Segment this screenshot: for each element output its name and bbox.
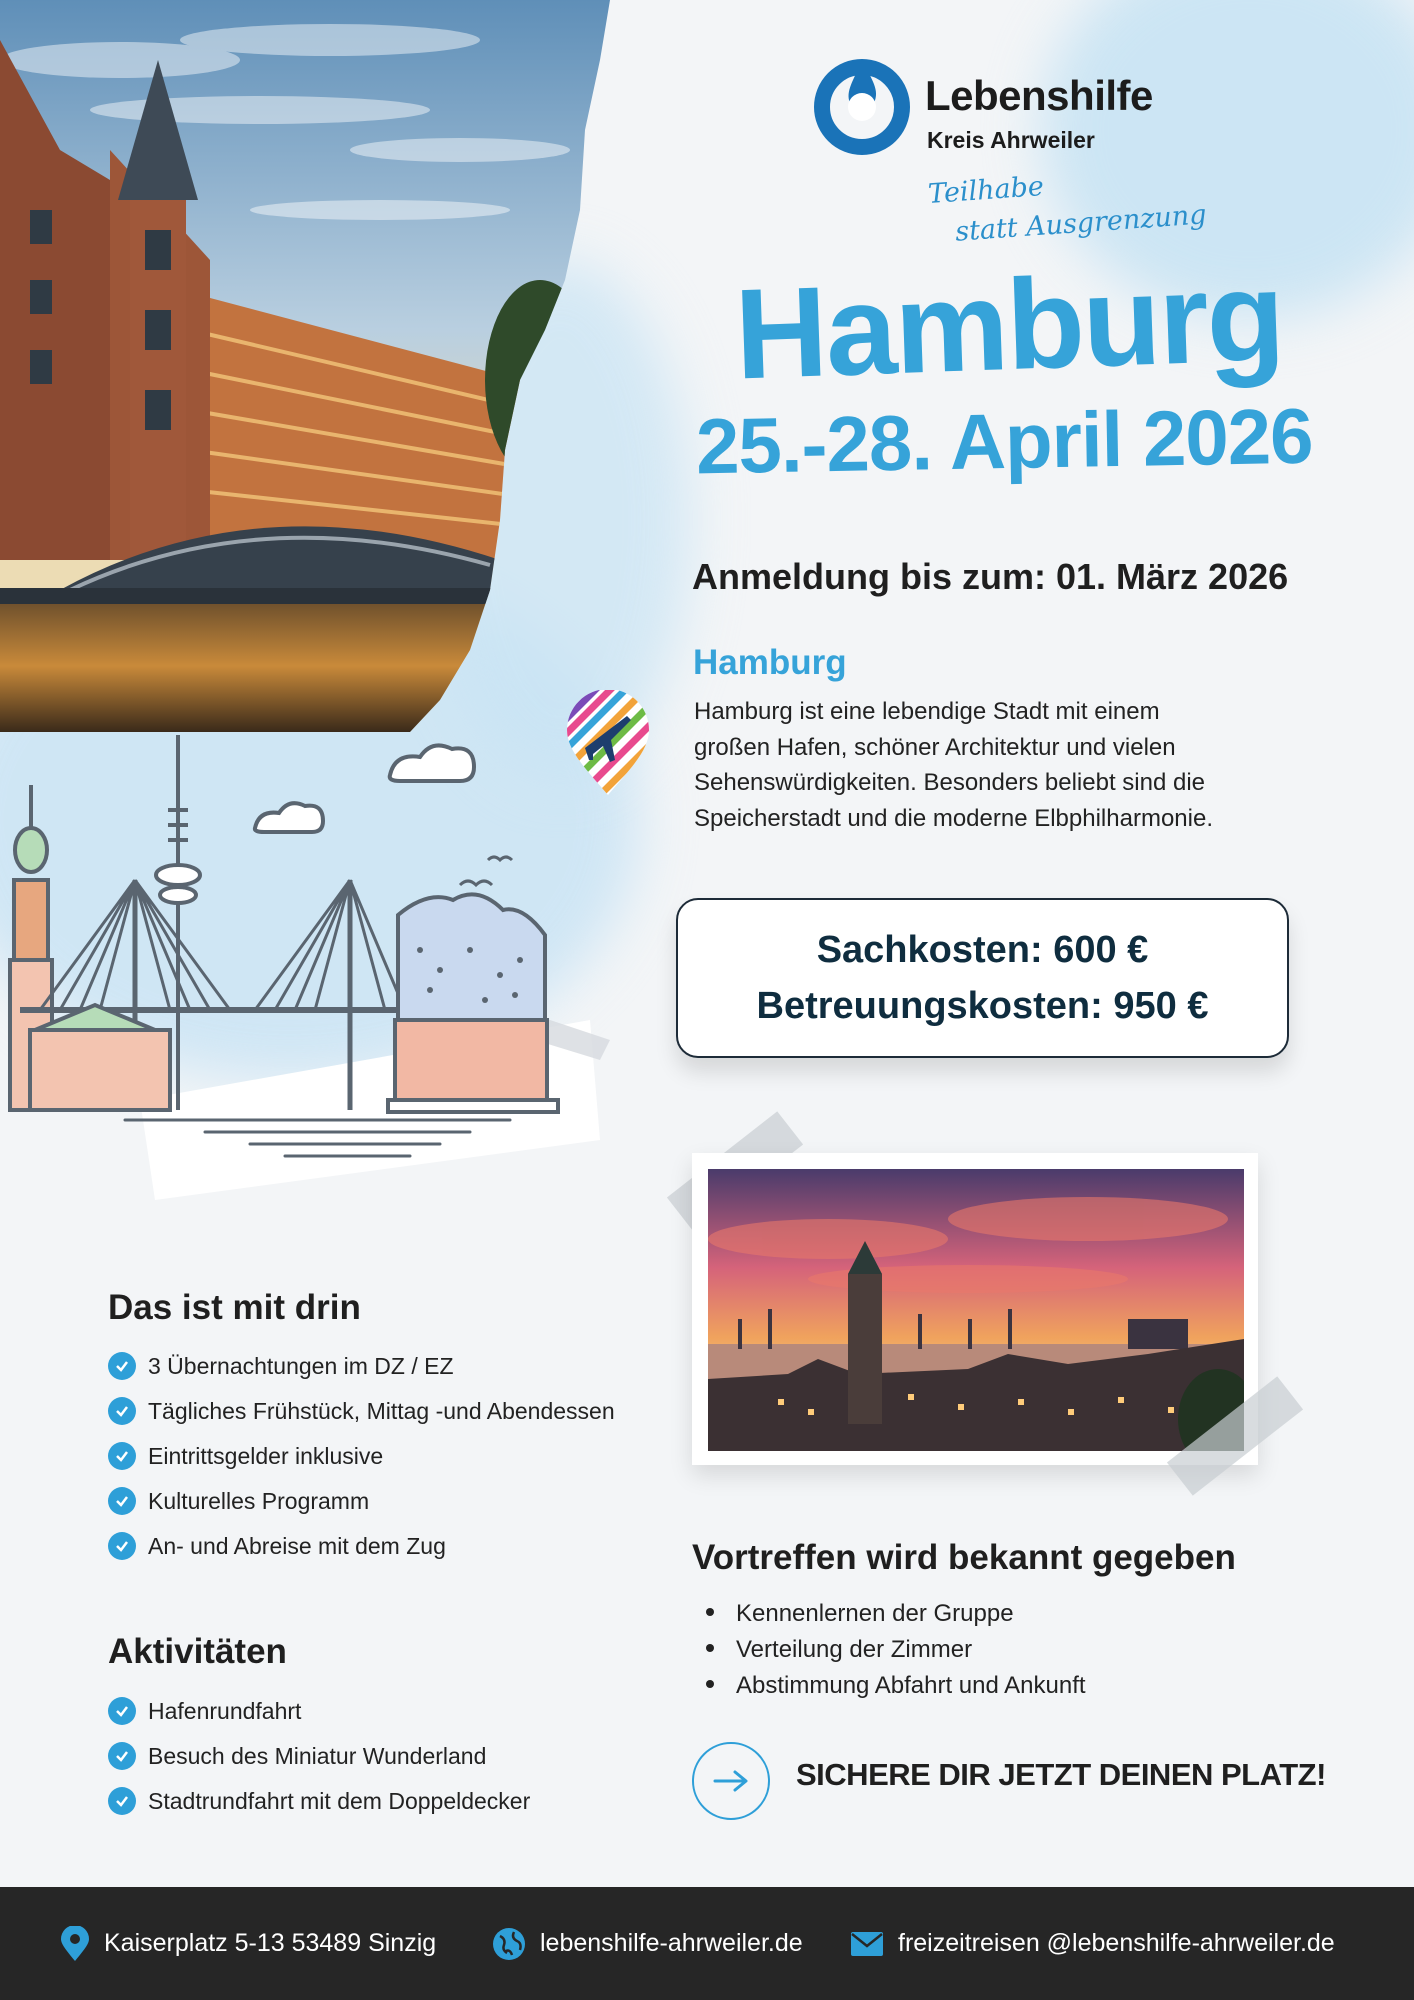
included-item-label: 3 Übernachtungen im DZ / EZ	[148, 1352, 454, 1379]
check-icon	[108, 1532, 136, 1560]
slogan-line-2: statt Ausgrenzung	[954, 199, 1208, 248]
arrow-right-icon	[711, 1769, 751, 1793]
list-item	[706, 1636, 972, 1664]
bullet-icon	[706, 1608, 714, 1616]
included-title: Das ist mit drin	[108, 1288, 361, 1327]
address-text: Kaiserplatz 5-13 53489 Sinzig	[104, 1929, 437, 1957]
list-item	[108, 1787, 530, 1815]
list-item	[108, 1532, 446, 1560]
list-item	[108, 1397, 615, 1425]
bullet-icon	[706, 1680, 714, 1688]
included-item-label: An- und Abreise mit dem Zug	[148, 1532, 446, 1559]
pre-meeting-item-label: Abstimmung Abfahrt und Ankunft	[736, 1672, 1086, 1699]
cost-box	[676, 898, 1289, 1058]
globe-icon	[492, 1927, 526, 1961]
check-icon	[108, 1742, 136, 1770]
intro-line: Sehenswürdigkeiten. Besonders beliebt sind die	[694, 769, 1205, 796]
check-icon	[108, 1397, 136, 1425]
list-item	[108, 1487, 369, 1515]
included-item-label: Eintrittsgelder inklusive	[148, 1442, 384, 1469]
activity-item-label: Besuch des Miniatur Wunderland	[148, 1742, 487, 1769]
included-list	[108, 1352, 688, 1572]
check-icon	[108, 1442, 136, 1470]
bullet-icon	[706, 1644, 714, 1652]
list-item	[108, 1697, 301, 1725]
footer-email[interactable]	[850, 1887, 1335, 2000]
registration-deadline: Anmeldung bis zum: 01. März 2026	[692, 556, 1289, 597]
pre-meeting-title: Vortreffen wird bekannt gegeben	[692, 1538, 1236, 1577]
list-item	[108, 1742, 486, 1770]
pre-meeting-list	[706, 1600, 1266, 1710]
intro-line: Hamburg ist eine lebendige Stadt mit einem	[694, 698, 1160, 725]
brand-region: Kreis Ahrweiler	[927, 127, 1095, 153]
intro-description	[694, 694, 1294, 836]
intro-line: großen Hafen, schöner Architektur und vielen	[694, 733, 1176, 761]
list-item	[108, 1442, 383, 1470]
activity-item-label: Hafenrundfahrt	[148, 1697, 302, 1724]
hamburg-skyline-illustration	[0, 720, 620, 1210]
check-icon	[108, 1787, 136, 1815]
mail-icon	[850, 1931, 884, 1957]
list-item	[706, 1672, 1086, 1700]
check-icon	[108, 1487, 136, 1515]
activities-title: Aktivitäten	[108, 1632, 287, 1671]
hero-city-title: Hamburg	[732, 244, 1286, 407]
footer	[0, 1887, 1414, 2000]
location-pin-icon	[60, 1926, 90, 1962]
activity-item-label: Stadtrundfahrt mit dem Doppeldecker	[148, 1787, 531, 1814]
pre-meeting-item-label: Kennenlernen der Gruppe	[736, 1600, 1014, 1627]
included-item-label: Tägliches Frühstück, Mittag -und Abendessen	[148, 1397, 615, 1424]
lebenshilfe-logo-icon	[812, 55, 912, 155]
brand-name: Lebenshilfe	[925, 72, 1153, 119]
website-link[interactable]: lebenshilfe-ahrweiler.de	[540, 1929, 803, 1957]
harbour-photo-frame	[692, 1153, 1258, 1465]
intro-line: Speicherstadt und die moderne Elbphilharmonie.	[694, 804, 1213, 832]
material-cost: Sachkosten: 600 €	[816, 929, 1149, 971]
check-icon	[108, 1352, 136, 1380]
email-link[interactable]: freizeitreisen @lebenshilfe-ahrweiler.de	[898, 1929, 1335, 1957]
footer-website[interactable]	[492, 1887, 803, 2000]
check-icon	[108, 1697, 136, 1725]
list-item	[706, 1600, 1014, 1628]
pre-meeting-item-label: Verteilung der Zimmer	[736, 1636, 973, 1663]
intro-title: Hamburg	[693, 643, 847, 682]
harbour-photo	[708, 1169, 1244, 1451]
included-item-label: Kulturelles Programm	[148, 1487, 370, 1514]
care-cost: Betreuungskosten: 950 €	[756, 985, 1209, 1027]
cta-label[interactable]: SICHERE DIR JETZT DEINEN PLATZ!	[796, 1757, 1326, 1792]
list-item	[108, 1352, 454, 1380]
cta-arrow-button[interactable]	[692, 1742, 770, 1820]
footer-address	[60, 1887, 436, 2000]
hero-dates: 25.-28. April 2026	[695, 391, 1314, 491]
activities-list	[108, 1697, 688, 1827]
slogan-line-1: Teilhabe	[927, 170, 1045, 211]
